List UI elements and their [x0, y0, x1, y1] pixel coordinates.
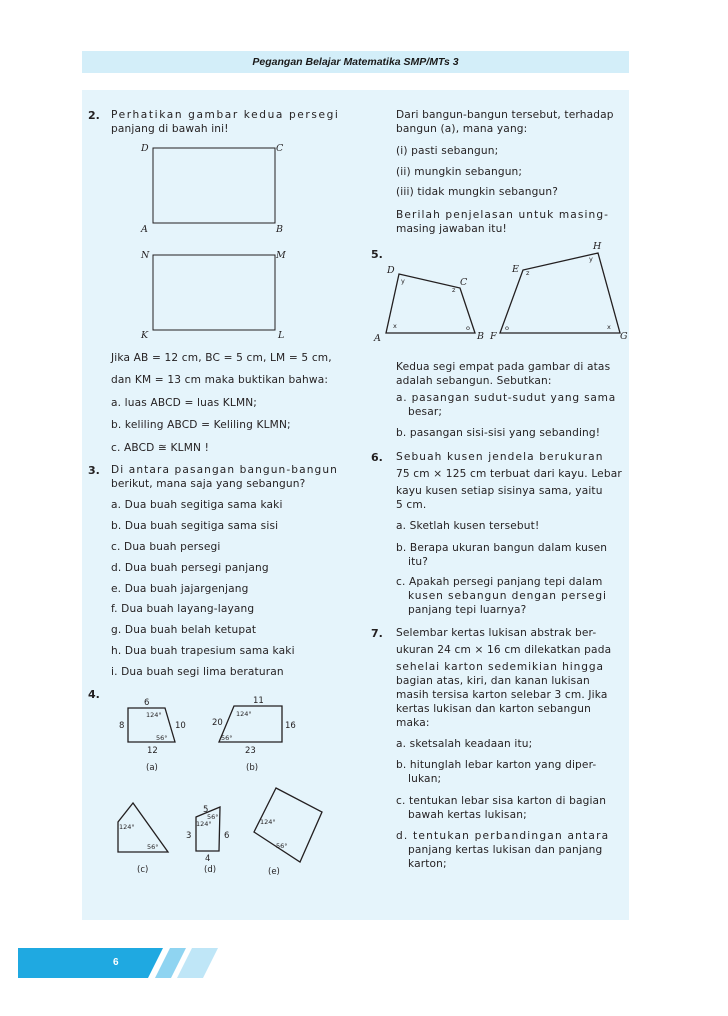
r-line3: Berilah penjelasan untuk masing- — [396, 209, 610, 221]
label-q5-H: H — [593, 241, 602, 252]
label-q5-B: B — [477, 331, 484, 342]
q6-item-c: c. Apakah persegi panjang tepi dalam — [396, 576, 603, 588]
q7-item-c-cont: bawah kertas lukisan; — [408, 809, 527, 821]
q7-item-d: d. tentukan perbandingan antara — [396, 830, 610, 842]
angle-C-z: z — [452, 286, 456, 294]
fig-a-angle1: 124° — [146, 711, 162, 719]
q7-item-a: a. sketsalah keadaan itu; — [396, 738, 533, 750]
label-q5-C: C — [460, 277, 468, 288]
q3-item-i: i. Dua buah segi lima beraturan — [111, 666, 284, 678]
q7-line4: bagian atas, kiri, dan kanan lukisan — [396, 675, 590, 687]
running-header: Pegangan Belajar Matematika SMP/MTs 3 — [82, 51, 629, 73]
q6-line3: kayu kusen setiap sisinya sama, yaitu — [396, 485, 603, 497]
q6-item-c-cont2: panjang tepi luarnya? — [408, 604, 527, 616]
q7-line3: sehelai karton sedemikian hingga — [396, 661, 604, 673]
q5-number: 5. — [371, 248, 383, 261]
q7-item-d-cont1: panjang kertas lukisan dan panjang — [408, 844, 603, 856]
q6-number: 6. — [371, 451, 383, 464]
q3-item-e: e. Dua buah jajargenjang — [111, 583, 249, 595]
label-q5-A: A — [374, 333, 381, 344]
q7-number: 7. — [371, 627, 383, 640]
fig-c-angle1: 124° — [119, 823, 135, 831]
q5-item-a-cont: besar; — [408, 406, 443, 418]
fig-d-right: 6 — [224, 831, 230, 841]
q3-item-c: c. Dua buah persegi — [111, 541, 221, 553]
q4-number: 4. — [88, 688, 100, 701]
q6-item-c-cont1: kusen sebangun dengan persegi — [408, 590, 607, 602]
q2-item-b: b. keliling ABCD = Keliling KLMN; — [111, 419, 291, 431]
q2-line1: Perhatikan gambar kedua persegi — [111, 109, 340, 121]
fig-b-angle2: 56° — [221, 734, 233, 742]
q5-line2: adalah sebangun. Sebutkan: — [396, 375, 552, 387]
q2-item-c: c. ABCD ≅ KLMN ! — [111, 442, 209, 454]
q3-item-d: d. Dua buah persegi panjang — [111, 562, 269, 574]
label-A: A — [141, 224, 148, 235]
fig-d-left: 3 — [186, 831, 192, 841]
fig-a-caption: (a) — [146, 763, 158, 773]
angle-G-x: x — [607, 323, 611, 331]
fig-e-caption: (e) — [268, 867, 280, 877]
fig-c-caption: (c) — [137, 865, 149, 875]
q6-item-b-cont: itu? — [408, 556, 429, 568]
page-number: 6 — [113, 957, 119, 968]
fig-e-angle1: 124° — [260, 818, 276, 826]
q2-number: 2. — [88, 109, 100, 122]
q3-number: 3. — [88, 464, 100, 477]
fig-e-angle2: 56° — [276, 842, 288, 850]
fig-a-right: 10 — [175, 721, 186, 731]
q3-item-b: b. Dua buah segitiga sama sisi — [111, 520, 279, 532]
q3-item-a: a. Dua buah segitiga sama kaki — [111, 499, 283, 511]
q2-condition1: Jika AB = 12 cm, BC = 5 cm, LM = 5 cm, — [111, 352, 332, 364]
r-opt-iii: (iii) tidak mungkin sebangun? — [396, 186, 559, 198]
q5-item-b: b. pasangan sisi-sisi yang sebanding! — [396, 427, 601, 439]
q6-line2: 75 cm × 125 cm terbuat dari kayu. Lebar — [396, 468, 622, 480]
label-q5-E: E — [512, 264, 519, 275]
q2-item-a: a. luas ABCD = luas KLMN; — [111, 397, 258, 409]
label-B: B — [276, 224, 283, 235]
fig-d-caption: (d) — [204, 865, 217, 875]
label-K: K — [141, 330, 149, 341]
fig-b-top: 11 — [253, 696, 264, 706]
label-q5-F: F — [490, 331, 497, 342]
q3-item-h: h. Dua buah trapesium sama kaki — [111, 645, 295, 657]
r-line4: masing jawaban itu! — [396, 223, 507, 235]
q3-item-g: g. Dua buah belah ketupat — [111, 624, 257, 636]
q7-line1: Selembar kertas lukisan abstrak ber- — [396, 627, 597, 639]
q7-item-c: c. tentukan lebar sisa karton di bagian — [396, 795, 607, 807]
angle-F-o: o — [505, 324, 509, 332]
q3-item-f: f. Dua buah layang-layang — [111, 603, 255, 615]
r-opt-ii: (ii) mungkin sebangun; — [396, 166, 523, 178]
q7-line2: ukuran 24 cm × 16 cm dilekatkan pada — [396, 644, 612, 656]
fig-a-left: 8 — [119, 721, 125, 731]
angle-B-o: o — [466, 324, 470, 332]
fig-d-angle2: 56° — [207, 813, 219, 821]
fig-b-left: 20 — [212, 718, 223, 728]
angle-D-y: y — [401, 277, 405, 285]
r-line2: bangun (a), mana yang: — [396, 123, 528, 135]
q6-item-a: a. Sketlah kusen tersebut! — [396, 520, 540, 532]
fig-b-right: 16 — [285, 721, 296, 731]
angle-H-y: y — [589, 255, 593, 263]
angle-A-x: x — [393, 322, 397, 330]
label-C: C — [276, 143, 284, 154]
label-N: N — [141, 250, 150, 261]
q7-line5: masih tersisa karton selebar 3 cm. Jika — [396, 689, 608, 701]
fig-b-bottom: 23 — [245, 746, 256, 756]
fig-d-angle1: 124° — [196, 820, 212, 828]
q2-line2: panjang di bawah ini! — [111, 123, 229, 135]
q3-line1: Di antara pasangan bangun-bangun — [111, 464, 338, 476]
q7-item-b-cont: lukan; — [408, 773, 442, 785]
label-q5-D: D — [387, 265, 395, 276]
fig-b-angle1: 124° — [236, 710, 252, 718]
fig-c-angle2: 56° — [147, 843, 159, 851]
r-line1: Dari bangun-bangun tersebut, terhadap — [396, 109, 614, 121]
label-L: L — [278, 330, 285, 341]
q5-line1: Kedua segi empat pada gambar di atas — [396, 361, 611, 373]
q6-item-b: b. Berapa ukuran bangun dalam kusen — [396, 542, 608, 554]
fig-d-top: 5 — [203, 805, 209, 815]
q3-line2: berikut, mana saja yang sebangun? — [111, 478, 306, 490]
q5-item-a: a. pasangan sudut-sudut yang sama — [396, 392, 617, 404]
label-q5-G: G — [620, 331, 628, 342]
q7-item-d-cont2: karton; — [408, 858, 447, 870]
q7-line6: kertas lukisan dan karton sebangun — [396, 703, 592, 715]
q6-line1: Sebuah kusen jendela berukuran — [396, 451, 604, 463]
angle-E-z: z — [526, 269, 530, 277]
r-opt-i: (i) pasti sebangun; — [396, 145, 499, 157]
fig-a-angle2: 56° — [156, 734, 168, 742]
q7-line7: maka: — [396, 717, 430, 729]
fig-d-bottom: 4 — [205, 854, 211, 864]
fig-b-caption: (b) — [246, 763, 259, 773]
label-D: D — [141, 143, 149, 154]
fig-a-bottom: 12 — [147, 746, 158, 756]
fig-a-top: 6 — [144, 698, 150, 708]
q6-line4: 5 cm. — [396, 499, 427, 511]
label-M: M — [276, 250, 286, 261]
q7-item-b: b. hitunglah lebar karton yang diper- — [396, 759, 597, 771]
q2-condition2: dan KM = 13 cm maka buktikan bahwa: — [111, 374, 329, 386]
